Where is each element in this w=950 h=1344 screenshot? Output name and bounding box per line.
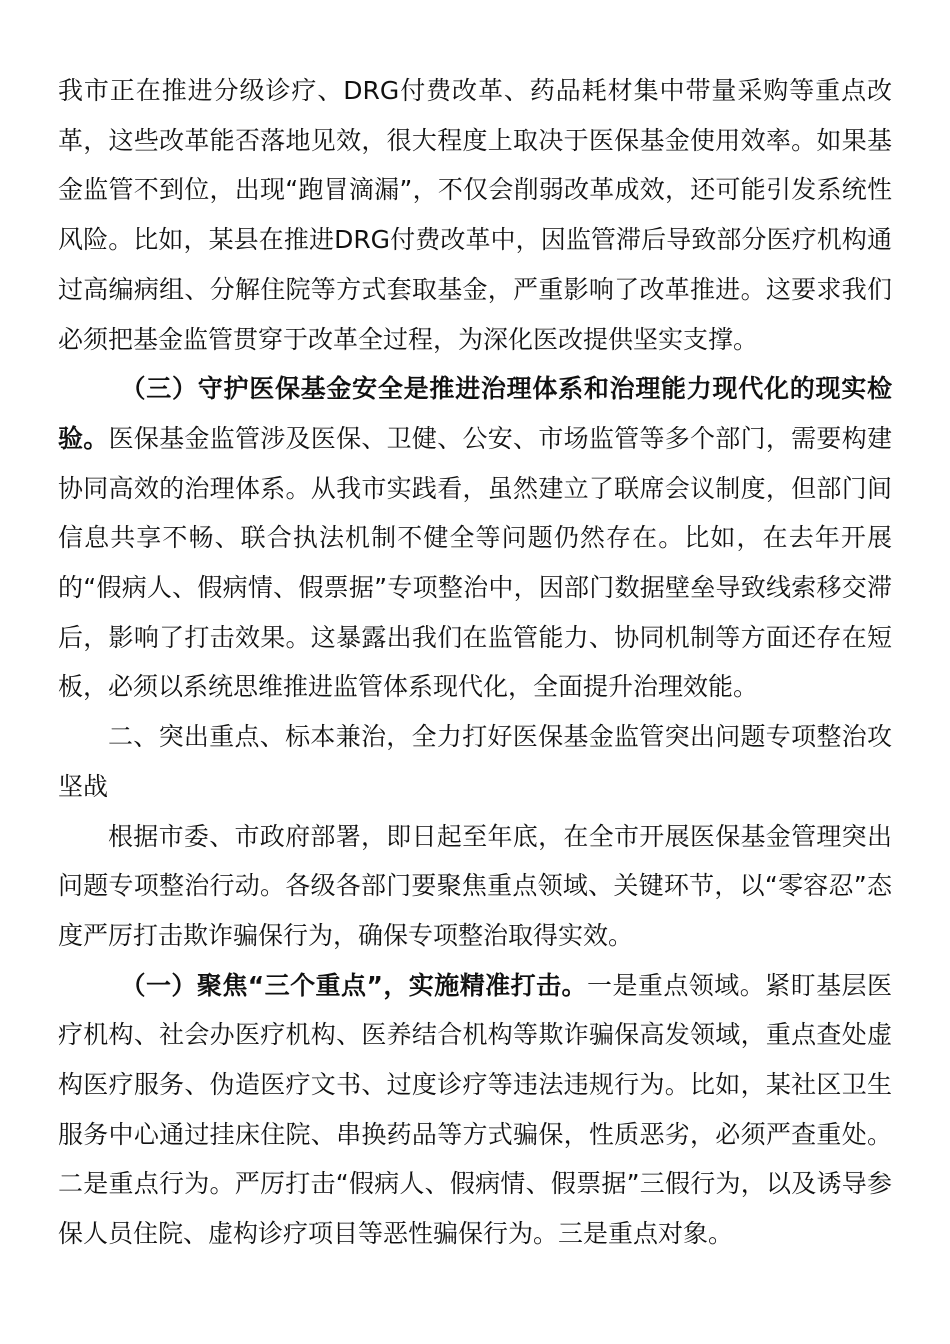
paragraph-text: 医保基金监管涉及医保、卫健、公安、市场监管等多个部门，需要构建协同高效的治理体系。从我市实践看，虽然建立了联席会议制度，但部门间信息共享不畅、联合执法机制不健全等问题仍然存在。比如，在去年开展的“假病人、假病情、假票据”专项整治中，因部门数据壁垒导致线索移交滞后，影响了打击效果。这暴露出我们在监管能力、协同机制等方面还存在短板，必须以系统思维推进监管体系现代化，全面提升治理效能。 [58, 423, 892, 702]
paragraph-reform-efficiency [58, 66, 892, 364]
paragraph-text: 根据市委、市政府部署，即日起至年底，在全市开展医保基金管理突出问题专项整治行动。各级各部门要聚焦重点领域、关键环节，以“零容忍”态度严厉打击欺诈骗保行为，确保专项整治取得实效。 [58, 821, 892, 950]
document-page [58, 66, 892, 1259]
section-two-title [58, 712, 892, 811]
paragraph-campaign-deployment [58, 812, 892, 961]
paragraph-governance-test [58, 364, 892, 712]
paragraph-three-focuses [58, 961, 892, 1259]
paragraph-heading: （一）聚焦“三个重点”，实施精准打击。 [120, 970, 587, 1000]
section-title-text: 二、突出重点、标本兼治，全力打好医保基金监管突出问题专项整治攻坚战 [58, 722, 892, 801]
paragraph-heading: （三）守护医保基金安全是推进治理体系和治理能力现代化的现实检验。 [58, 374, 892, 453]
paragraph-text: 我市正在推进分级诊疗、DRG付费改革、药品耗材集中带量采购等重点改革，这些改革能否落地见效，很大程度上取决于医保基金使用效率。如果基金监管不到位，出现“跑冒滴漏”，不仅会削弱改革成效，还可能引发系统性风险。比如，某县在推进DRG付费改革中，因监管滞后导致部分医疗机构通过高编病组、分解住院等方式套取基金，严重影响了改革推进。这要求我们必须把基金监管贯穿于改革全过程，为深化医改提供坚实支撑。 [58, 76, 892, 354]
paragraph-text: 一是重点领域。紧盯基层医疗机构、社会办医疗机构、医养结合机构等欺诈骗保高发领域，重点查处虚构医疗服务、伪造医疗文书、过度诊疗等违法违规行为。比如，某社区卫生服务中心通过挂床住院、串换药品等方式骗保，性质恶劣，必须严查重处。二是重点行为。严厉打击“假病人、假病情、假票据”三假行为，以及诱导参保人员住院、虚构诊疗项目等恶性骗保行为。三是重点对象。 [58, 970, 892, 1249]
